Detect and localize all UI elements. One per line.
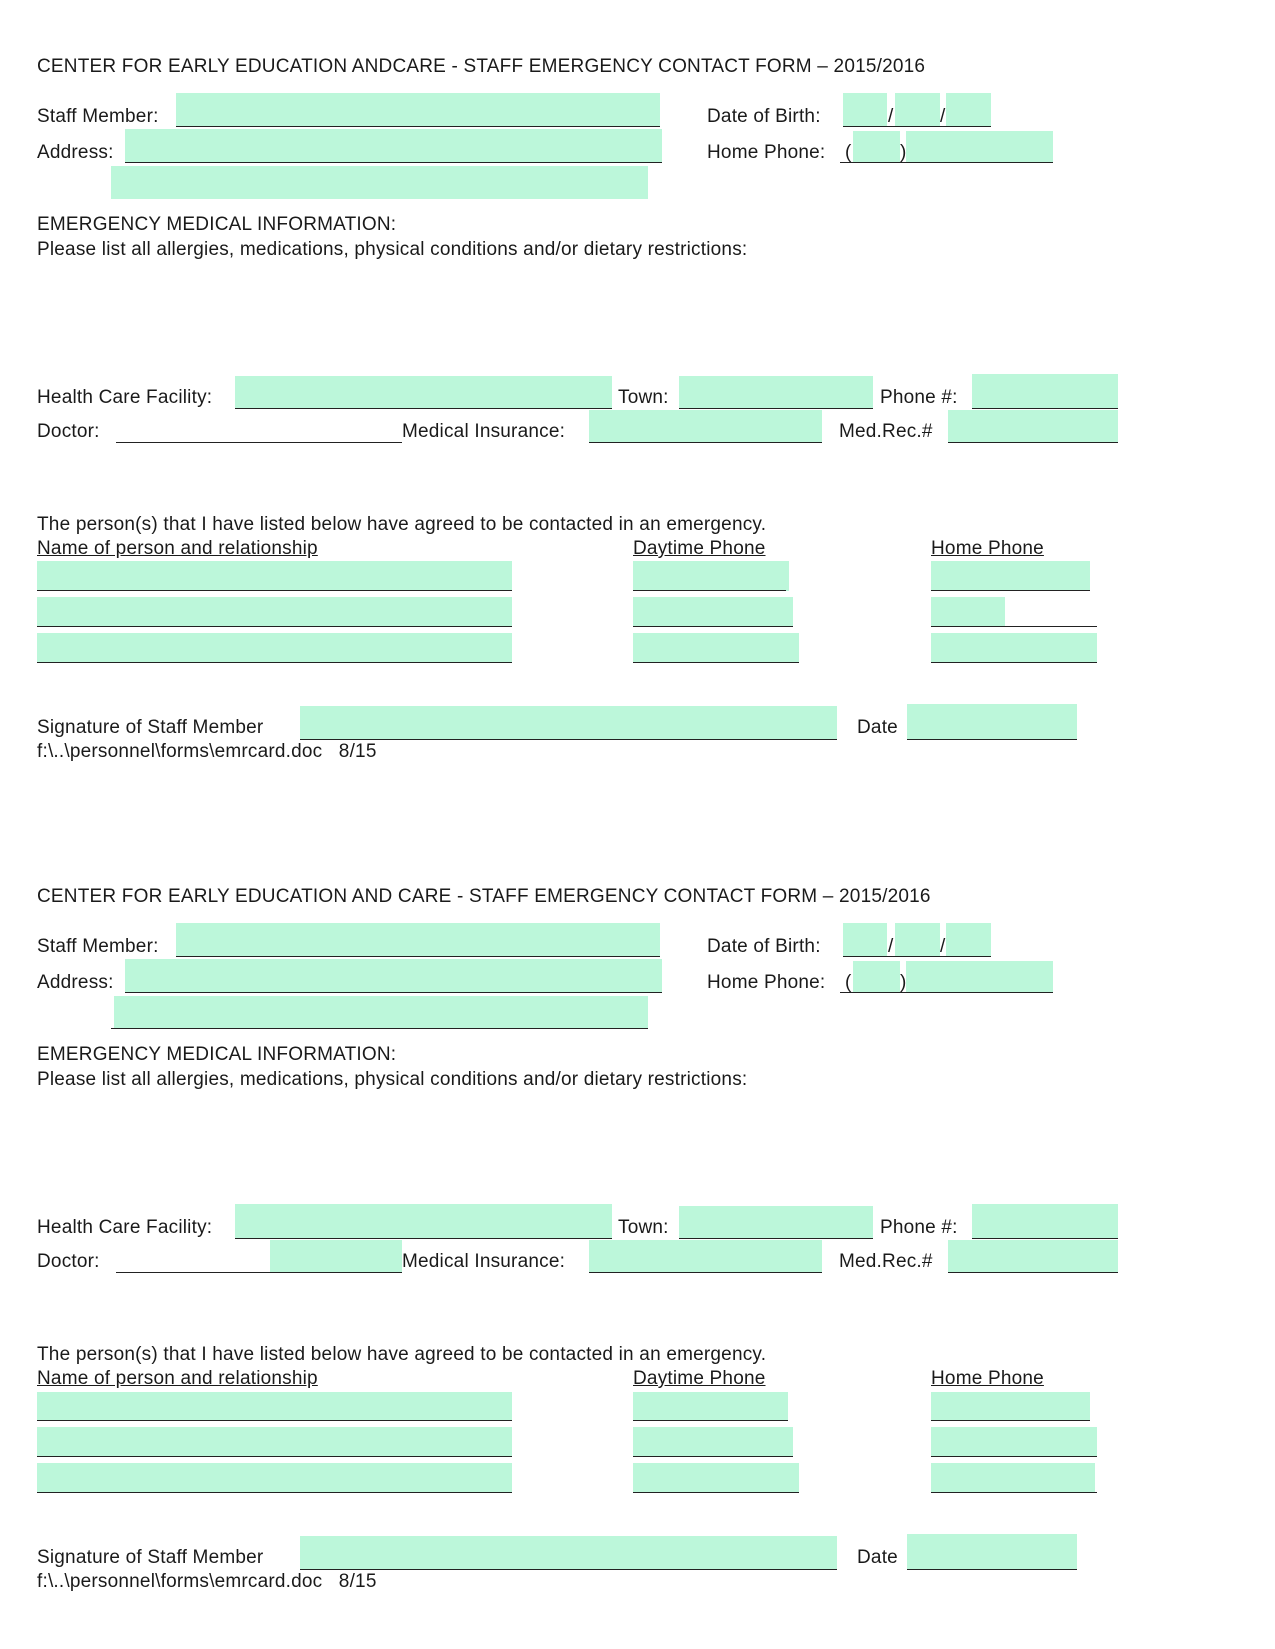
signature-date-field[interactable] xyxy=(907,1534,1077,1570)
facility-label: Health Care Facility: xyxy=(37,387,213,408)
column-header-home-phone: Home Phone xyxy=(931,538,1044,559)
insurance-label: Medical Insurance: xyxy=(402,421,566,442)
contact-daytime-phone-underline xyxy=(633,1420,788,1421)
contact-daytime-phone-underline xyxy=(633,590,786,591)
contact-daytime-phone-underline xyxy=(633,626,793,627)
staff-member-field[interactable] xyxy=(176,923,660,957)
home-phone-area-field[interactable] xyxy=(853,131,900,163)
dob-separator: / xyxy=(940,936,946,957)
contact-home-phone-field[interactable] xyxy=(931,1392,1090,1421)
form-title: CENTER FOR EARLY EDUCATION AND CARE - STAFF EMERGENCY CONTACT FORM – 2015/2016 xyxy=(37,886,931,907)
doctor-underline xyxy=(116,1272,402,1273)
file-reference: f:\..\personnel\forms\emrcard.doc 8/15 xyxy=(37,741,377,762)
town-underline xyxy=(679,1238,873,1239)
contact-daytime-phone-field[interactable] xyxy=(633,1427,793,1457)
dob-label: Date of Birth: xyxy=(707,106,821,127)
address-line1-underline xyxy=(125,162,662,163)
facility-field[interactable] xyxy=(235,1204,612,1239)
date-label: Date xyxy=(857,1547,898,1568)
staff-member-underline xyxy=(176,126,660,127)
address-label: Address: xyxy=(37,972,114,993)
medical-instructions: Please list all allergies, medications, physical conditions and/or dietary restrictions: xyxy=(37,1069,748,1090)
address-label: Address: xyxy=(37,142,114,163)
home-phone-label: Home Phone: xyxy=(707,142,826,163)
dob-underline xyxy=(843,956,991,957)
town-field[interactable] xyxy=(679,376,873,409)
medrec-label: Med.Rec.# xyxy=(839,421,933,442)
paren-open: ( xyxy=(845,972,852,993)
dob-separator: / xyxy=(888,936,894,957)
column-header-home-phone: Home Phone xyxy=(931,1368,1044,1389)
contact-home-phone-field[interactable] xyxy=(931,597,1005,627)
town-field[interactable] xyxy=(679,1206,873,1239)
dob-year-field[interactable] xyxy=(946,923,991,957)
contact-home-phone-underline xyxy=(931,662,1097,663)
insurance-field[interactable] xyxy=(589,410,822,443)
signature-label: Signature of Staff Member xyxy=(37,1547,264,1568)
contact-daytime-phone-underline xyxy=(633,1492,799,1493)
phone-label: Phone #: xyxy=(880,387,958,408)
phone-label: Phone #: xyxy=(880,1217,958,1238)
contact-home-phone-underline xyxy=(931,1492,1097,1493)
contact-name-field[interactable] xyxy=(37,1463,512,1493)
doctor-label: Doctor: xyxy=(37,1251,100,1272)
signature-field[interactable] xyxy=(300,1536,837,1570)
address-line2-field[interactable] xyxy=(111,166,648,199)
dob-year-field[interactable] xyxy=(946,93,991,127)
town-underline xyxy=(679,408,873,409)
address-line1-field[interactable] xyxy=(125,129,662,163)
emergency-form-2 xyxy=(0,830,1275,1630)
medrec-field[interactable] xyxy=(948,410,1118,443)
dob-underline xyxy=(843,126,991,127)
contact-name-underline xyxy=(37,1456,512,1457)
form-title: CENTER FOR EARLY EDUCATION ANDCARE - STAFF EMERGENCY CONTACT FORM – 2015/2016 xyxy=(37,56,926,77)
staff-member-label: Staff Member: xyxy=(37,936,159,957)
contact-daytime-phone-underline xyxy=(633,662,799,663)
column-header-daytime-phone: Daytime Phone xyxy=(633,1368,766,1389)
contact-home-phone-underline xyxy=(931,1420,1090,1421)
emergency-form-1 xyxy=(0,0,1275,800)
medical-instructions: Please list all allergies, medications, physical conditions and/or dietary restrictions: xyxy=(37,239,748,260)
insurance-field[interactable] xyxy=(589,1240,822,1273)
contact-name-field[interactable] xyxy=(37,597,512,627)
home-phone-number-field[interactable] xyxy=(906,131,1053,163)
contact-name-underline xyxy=(37,626,512,627)
facility-label: Health Care Facility: xyxy=(37,1217,213,1238)
home-phone-underline xyxy=(840,162,1053,163)
medical-heading: EMERGENCY MEDICAL INFORMATION: xyxy=(37,214,397,235)
dob-separator: / xyxy=(940,106,946,127)
medrec-underline xyxy=(948,1272,1118,1273)
contact-daytime-phone-field[interactable] xyxy=(633,597,793,627)
home-phone-number-field[interactable] xyxy=(906,961,1053,993)
medrec-underline xyxy=(948,442,1118,443)
contact-home-phone-underline xyxy=(931,590,1090,591)
doctor-label: Doctor: xyxy=(37,421,100,442)
home-phone-underline xyxy=(840,992,1053,993)
dob-separator: / xyxy=(888,106,894,127)
contact-name-underline xyxy=(37,662,512,663)
facility-underline xyxy=(235,408,612,409)
staff-member-underline xyxy=(176,956,660,957)
contact-daytime-phone-field[interactable] xyxy=(633,1392,788,1421)
contact-name-field[interactable] xyxy=(37,1392,512,1421)
facility-phone-underline xyxy=(972,408,1118,409)
contact-home-phone-field[interactable] xyxy=(931,1463,1095,1493)
contacts-intro: The person(s) that I have listed below have agreed to be contacted in an emergency. xyxy=(37,1344,767,1365)
contact-home-phone-field[interactable] xyxy=(931,633,1097,663)
address-line1-field[interactable] xyxy=(125,959,662,993)
signature-underline xyxy=(300,1569,837,1570)
dob-month-field[interactable] xyxy=(843,923,887,957)
contact-home-phone-underline xyxy=(931,1456,1097,1457)
doctor-underline xyxy=(116,442,402,443)
contact-name-underline xyxy=(37,1420,512,1421)
signature-date-field[interactable] xyxy=(907,704,1077,740)
insurance-label: Medical Insurance: xyxy=(402,1251,566,1272)
dob-label: Date of Birth: xyxy=(707,936,821,957)
paren-close: ) xyxy=(900,142,907,163)
address-line2-underline xyxy=(111,1028,648,1029)
paren-close: ) xyxy=(900,972,907,993)
medrec-label: Med.Rec.# xyxy=(839,1251,933,1272)
dob-day-field[interactable] xyxy=(895,93,940,127)
contacts-intro: The person(s) that I have listed below have agreed to be contacted in an emergency. xyxy=(37,514,767,535)
town-label: Town: xyxy=(618,387,669,408)
facility-underline xyxy=(235,1238,612,1239)
contact-home-phone-field[interactable] xyxy=(931,1427,1097,1457)
contact-daytime-phone-underline xyxy=(633,1456,793,1457)
insurance-underline xyxy=(589,1272,822,1273)
contact-name-underline xyxy=(37,590,512,591)
contact-name-underline xyxy=(37,1492,512,1493)
facility-phone-field[interactable] xyxy=(972,1204,1118,1239)
medrec-field[interactable] xyxy=(948,1240,1118,1273)
home-phone-label: Home Phone: xyxy=(707,972,826,993)
medical-heading: EMERGENCY MEDICAL INFORMATION: xyxy=(37,1044,397,1065)
insurance-underline xyxy=(589,442,822,443)
contact-name-field[interactable] xyxy=(37,561,512,591)
signature-field[interactable] xyxy=(300,706,837,740)
facility-phone-underline xyxy=(972,1238,1118,1239)
contact-home-phone-field[interactable] xyxy=(931,561,1090,591)
date-label: Date xyxy=(857,717,898,738)
town-label: Town: xyxy=(618,1217,669,1238)
column-header-daytime-phone: Daytime Phone xyxy=(633,538,766,559)
contact-name-field[interactable] xyxy=(37,1427,512,1457)
facility-phone-field[interactable] xyxy=(972,374,1118,409)
contact-home-phone-underline xyxy=(931,626,1097,627)
address-line1-underline xyxy=(125,992,662,993)
file-reference: f:\..\personnel\forms\emrcard.doc 8/15 xyxy=(37,1571,377,1592)
dob-day-field[interactable] xyxy=(895,923,940,957)
home-phone-area-field[interactable] xyxy=(853,961,900,993)
doctor-field[interactable] xyxy=(270,1240,402,1273)
signature-underline xyxy=(300,739,837,740)
column-header-name: Name of person and relationship xyxy=(37,538,318,559)
contact-daytime-phone-field[interactable] xyxy=(633,561,789,591)
contact-name-field[interactable] xyxy=(37,633,512,663)
column-header-name: Name of person and relationship xyxy=(37,1368,318,1389)
contact-daytime-phone-field[interactable] xyxy=(633,1463,799,1493)
address-line2-field[interactable] xyxy=(114,996,648,1029)
staff-member-label: Staff Member: xyxy=(37,106,159,127)
paren-open: ( xyxy=(845,142,852,163)
staff-member-field[interactable] xyxy=(176,93,660,127)
dob-month-field[interactable] xyxy=(843,93,887,127)
signature-date-underline xyxy=(907,739,1077,740)
contact-daytime-phone-field[interactable] xyxy=(633,633,799,663)
facility-field[interactable] xyxy=(235,376,612,409)
signature-date-underline xyxy=(907,1569,1077,1570)
signature-label: Signature of Staff Member xyxy=(37,717,264,738)
